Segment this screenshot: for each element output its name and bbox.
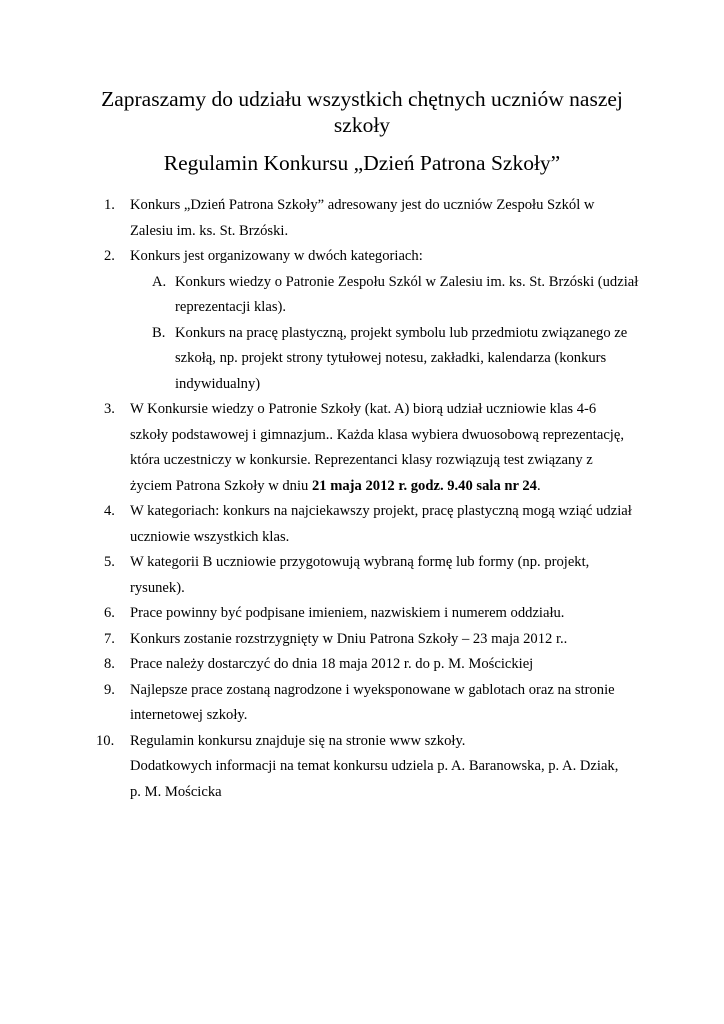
rule-number: 3. bbox=[104, 401, 115, 417]
rule-number: 6. bbox=[104, 605, 115, 621]
rule-item bbox=[104, 499, 664, 550]
rule-number: 1. bbox=[104, 197, 115, 213]
rule-number: 4. bbox=[104, 503, 115, 519]
category-text-line: Konkurs wiedzy o Patronie Zespołu Szkól w Zalesiu im. ks. St. Brzóski (udział bbox=[175, 273, 639, 290]
rule-text-line: Prace należy dostarczyć do dnia 18 maja 2012 r. do p. M. Mościckiej bbox=[130, 656, 534, 672]
rule-text-line: rysunek). bbox=[130, 579, 185, 596]
rule-number: 9. bbox=[104, 681, 115, 698]
document-title: Regulamin Konkursu „Dzień Patrona Szkoły” bbox=[163, 151, 561, 175]
rule-item bbox=[104, 678, 664, 729]
category-text-line: szkołą, np. projekt strony tytułowej notesu, zakładki, kalendarza (konkurs bbox=[175, 350, 607, 366]
rule-text-line: Konkurs „Dzień Patrona Szkoły” adresowany jest do uczniów Zespołu Szkól w bbox=[130, 197, 595, 213]
rule-text-line: W Konkursie wiedzy o Patronie Szkoły (kat. A) biorą udział uczniowie klas 4-6 bbox=[130, 401, 597, 417]
rule-text-line: uczniowie wszystkich klas. bbox=[130, 528, 290, 545]
event-date-highlight: 21 maja 2012 r. godz. 9.40 sala nr 24 bbox=[311, 477, 537, 494]
rule-number: 2. bbox=[104, 248, 115, 264]
category-text-line: reprezentacji klas). bbox=[175, 299, 287, 315]
rule-text-line: Konkurs zostanie rozstrzygnięty w Dniu Patrona Szkoły – 23 maja 2012 r.. bbox=[130, 630, 568, 647]
rule-number: 7. bbox=[104, 630, 115, 647]
rule-number: 5. bbox=[104, 554, 115, 570]
category-item bbox=[130, 270, 664, 321]
rule-text-line bbox=[130, 474, 664, 500]
rule-item bbox=[104, 652, 664, 678]
rule-text-line: p. M. Mościcka bbox=[130, 783, 222, 800]
invitation-heading bbox=[60, 86, 664, 138]
rule-number: 8. bbox=[104, 656, 115, 672]
category-letter: A. bbox=[152, 273, 167, 290]
rule-text-line: Konkurs jest organizowany w dwóch kategoriach: bbox=[130, 248, 423, 264]
rule-text-segment: . bbox=[536, 477, 541, 494]
rule-text-line: W kategorii B uczniowie przygotowują wybraną formę lub formy (np. projekt, bbox=[130, 554, 590, 570]
rule-item bbox=[104, 550, 664, 601]
rule-item bbox=[104, 397, 664, 499]
category-item bbox=[130, 321, 664, 398]
rule-number: 10. bbox=[96, 732, 115, 749]
rule-text-line: Dodatkowych informacji na temat konkursu udziela p. A. Baranowska, p. A. Dziak, bbox=[130, 758, 619, 774]
rule-item bbox=[104, 193, 664, 244]
rule-item bbox=[96, 729, 664, 806]
rule-text-line: internetowej szkoły. bbox=[130, 707, 248, 723]
rule-text-line: Regulamin konkursu znajduje się na stronie www szkoły. bbox=[130, 732, 466, 749]
category-text-line: Konkurs na pracę plastyczną, projekt symbolu lub przedmiotu związanego ze bbox=[175, 324, 628, 341]
invitation-line: Zapraszamy do udziału wszystkich chętnych uczniów naszej bbox=[101, 87, 623, 111]
category-list bbox=[130, 270, 664, 398]
category-letter: B. bbox=[152, 324, 166, 341]
rule-item bbox=[104, 601, 664, 627]
rule-text-line: W kategoriach: konkurs na najciekawszy projekt, pracę plastyczną mogą wziąć udział bbox=[130, 503, 632, 519]
rules-list bbox=[96, 193, 664, 805]
category-text-line: indywidualny) bbox=[175, 375, 261, 392]
rule-item bbox=[104, 244, 664, 397]
invitation-line: szkoły bbox=[333, 113, 391, 137]
rule-text-line: Najlepsze prace zostaną nagrodzone i wyeksponowane w gablotach oraz na stronie bbox=[130, 681, 615, 698]
rule-text-line: Prace powinny być podpisane imieniem, nazwiskiem i numerem oddziału. bbox=[130, 605, 565, 621]
rule-text-line: szkoły podstawowej i gimnazjum.. Każda klasa wybiera dwuosobową reprezentację, bbox=[130, 426, 624, 443]
rule-text-line: Zalesiu im. ks. St. Brzóski. bbox=[130, 222, 289, 239]
rule-item bbox=[104, 627, 664, 653]
rule-text-line: która uczestniczy w konkursie. Reprezentanci klasy rozwiązują test związany z bbox=[130, 452, 593, 468]
rule-text-segment: życiem Patrona Szkoły w dniu bbox=[130, 477, 312, 494]
